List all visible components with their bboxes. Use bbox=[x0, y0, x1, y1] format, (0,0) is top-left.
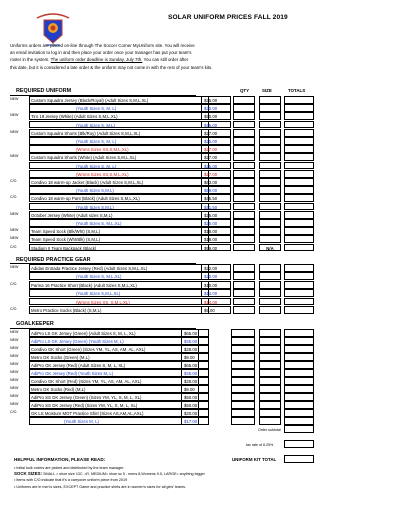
order-subtotal-label: Order subtotal bbox=[258, 428, 281, 432]
item-price: $41.50 bbox=[201, 203, 231, 211]
size-cell[interactable] bbox=[259, 219, 281, 227]
qty-cell[interactable] bbox=[233, 112, 255, 120]
item-price: $45.00 bbox=[181, 337, 209, 345]
total-cell[interactable] bbox=[284, 409, 314, 417]
item-description: Custom Squadra Shorts (White) (Adult Sizes S,M,L,XL) bbox=[29, 153, 209, 161]
table-row bbox=[10, 289, 330, 298]
item-description: AdiPro SS GK Jersey (Green) (Sizes YM, YL, S, M, L, XL) bbox=[29, 393, 199, 401]
item-tag: NEW bbox=[10, 386, 19, 390]
size-cell[interactable] bbox=[259, 194, 281, 202]
item-price: $50.00 bbox=[201, 112, 231, 120]
size-cell[interactable] bbox=[259, 112, 281, 120]
total-cell[interactable] bbox=[284, 369, 314, 377]
qty-cell[interactable] bbox=[231, 385, 255, 393]
size-cell[interactable] bbox=[259, 409, 281, 417]
item-tag: C/O bbox=[10, 307, 17, 311]
sock-sizes-label: SOCK SIZES: bbox=[14, 471, 43, 477]
item-price: $9.00 bbox=[181, 385, 209, 393]
item-tag: NEW bbox=[10, 394, 19, 398]
section-title-required: REQUIRED UNIFORM bbox=[16, 88, 72, 94]
size-cell[interactable]: N/A bbox=[259, 244, 281, 252]
size-cell[interactable] bbox=[259, 369, 281, 377]
qty-cell[interactable] bbox=[233, 186, 255, 194]
item-tag: C/O bbox=[10, 410, 17, 414]
qty-cell[interactable] bbox=[233, 211, 255, 219]
total-cell[interactable] bbox=[284, 345, 314, 353]
item-tag: NEW bbox=[10, 330, 19, 334]
tax-box[interactable] bbox=[284, 440, 314, 448]
total-cell[interactable] bbox=[284, 417, 314, 425]
qty-cell[interactable] bbox=[231, 393, 255, 401]
size-cell[interactable] bbox=[259, 178, 281, 186]
item-price: $22.00 bbox=[201, 264, 231, 272]
item-description: Metro GK Socks (Red) (M,L) bbox=[29, 385, 199, 393]
item-price: $28.00 bbox=[181, 377, 209, 385]
total-cell[interactable] bbox=[284, 96, 314, 104]
item-tag: NEW bbox=[10, 354, 19, 358]
item-description: AdiPro LS GK Jersey (Green) (Adult Sizes S, M, L, XL) bbox=[29, 329, 199, 337]
item-price: $65.00 bbox=[181, 361, 209, 369]
qty-cell[interactable] bbox=[233, 298, 255, 306]
qty-cell[interactable] bbox=[233, 153, 255, 161]
total-cell[interactable] bbox=[284, 281, 314, 289]
total-cell[interactable] bbox=[284, 289, 314, 297]
total-cell[interactable] bbox=[284, 264, 314, 272]
item-description: Custom Squadra Shorts (Blk/Roy) (Adult Sizes S,M,L,XL) bbox=[29, 129, 209, 137]
total-cell[interactable] bbox=[284, 272, 314, 280]
item-description: October Jersey (White) (Adult sizes S,M,L) bbox=[29, 211, 209, 219]
item-description: Metro Practice Socks (Black) (S,M,L) bbox=[29, 306, 209, 314]
size-cell[interactable] bbox=[259, 137, 281, 145]
total-cell[interactable] bbox=[284, 129, 314, 137]
item-description: Metro GK Socks (Green) (M,L) bbox=[29, 353, 199, 361]
item-description: Tiro 19 Jersey (White) (Adult Sizes S,M,L,XL) bbox=[29, 112, 209, 120]
item-price: $25.00 bbox=[201, 211, 231, 219]
total-cell[interactable] bbox=[284, 244, 314, 252]
info-bullet: • Items with C/O indicate that it's a carryover uniform piece from 2019 bbox=[14, 478, 128, 483]
qty-cell[interactable] bbox=[233, 194, 255, 202]
total-cell[interactable] bbox=[284, 219, 314, 227]
item-description: (Youth Sizes S, M,L,XL) bbox=[29, 272, 209, 280]
item-tag: NEW bbox=[10, 129, 19, 134]
item-tag: NEW bbox=[10, 236, 19, 241]
col-size: SIZE bbox=[262, 88, 272, 93]
size-cell[interactable] bbox=[259, 272, 281, 280]
item-tag: C/O bbox=[10, 281, 17, 286]
item-price: $50.00 bbox=[181, 401, 209, 409]
item-price: $17.00 bbox=[181, 417, 209, 425]
section-title-goalkeeper: GOALKEEPER bbox=[16, 321, 54, 327]
item-description: Team Speed Sock (Wht/Blk) (S,M,L) bbox=[29, 235, 209, 243]
item-price: $18.00 bbox=[201, 235, 231, 243]
helpful-info-heading: HELPFUL INFORMATION, PLEASE READ: bbox=[14, 457, 106, 462]
table-row bbox=[10, 244, 330, 253]
item-price: $25.00 bbox=[201, 137, 231, 145]
item-tag: NEW bbox=[10, 228, 19, 233]
item-tag: NEW bbox=[10, 154, 19, 159]
size-cell[interactable] bbox=[259, 145, 281, 153]
total-cell[interactable] bbox=[284, 385, 314, 393]
item-price: $30.00 bbox=[201, 104, 231, 112]
qty-cell[interactable] bbox=[233, 203, 255, 211]
qty-cell[interactable] bbox=[231, 417, 255, 425]
total-cell[interactable] bbox=[284, 298, 314, 306]
qty-cell[interactable] bbox=[233, 289, 255, 297]
qty-cell[interactable] bbox=[233, 121, 255, 129]
qty-cell[interactable] bbox=[233, 281, 255, 289]
item-tag: NEW bbox=[10, 113, 19, 118]
size-cell[interactable] bbox=[259, 385, 281, 393]
sock-sizes-text: SMALL = shoe size 13C -4Y, MEDIUM= shoe sz 5 - mens 8,Womens 9.5, LARGE= anything bigger bbox=[43, 472, 205, 477]
intro-line: Uniforms orders are placed on-line through The Soccer Corner MyUniform site. You will receive bbox=[10, 43, 195, 48]
size-cell[interactable] bbox=[259, 162, 281, 170]
size-cell[interactable] bbox=[259, 203, 281, 211]
item-tag: NEW bbox=[10, 362, 19, 366]
uniform-kit-total-label: UNIFORM KIT TOTAL bbox=[232, 457, 277, 462]
item-description: AdiPro SS GK Jersey (Red) (Sizes YM, YL, S, M, L, XL) bbox=[29, 401, 199, 409]
total-cell[interactable] bbox=[284, 306, 314, 314]
item-description: Condivo 18 warm-up Pant (Black) (Adult Sizes S,M,L,XL) bbox=[29, 194, 209, 202]
qty-cell[interactable] bbox=[233, 219, 255, 227]
total-cell[interactable] bbox=[284, 137, 314, 145]
item-price: $18.00 bbox=[201, 227, 231, 235]
qty-cell[interactable] bbox=[231, 337, 255, 345]
total-cell[interactable] bbox=[284, 104, 314, 112]
item-description: AdiPro GK Jersey (Red) (Adult Sizes S, M, L, XL) bbox=[29, 361, 199, 369]
section-title-practice: REQUIRED PRACTICE GEAR bbox=[16, 257, 91, 263]
table-row bbox=[10, 306, 330, 315]
order-subtotal-box[interactable] bbox=[284, 425, 314, 433]
item-tag: NEW bbox=[10, 338, 19, 342]
size-cell[interactable] bbox=[259, 227, 281, 235]
item-price: $10.00 bbox=[201, 281, 231, 289]
size-cell[interactable] bbox=[259, 235, 281, 243]
item-tag: NEW bbox=[10, 265, 19, 269]
tax-label: tax rate of 8.25% bbox=[246, 443, 274, 447]
item-price: $50.00 bbox=[181, 393, 209, 401]
item-price: $45.00 bbox=[201, 121, 231, 129]
item-tag: NEW bbox=[10, 370, 19, 374]
item-price: $45.00 bbox=[181, 369, 209, 377]
item-description: (Youth Sizes S, M,L,XL) bbox=[29, 219, 209, 227]
total-cell[interactable] bbox=[284, 377, 314, 385]
total-cell[interactable] bbox=[284, 353, 314, 361]
size-cell[interactable] bbox=[259, 264, 281, 272]
intro-line: an email invitation to log in and then place your order once your manager has put your team's bbox=[10, 50, 192, 56]
item-description: Custom Squadra Jersey (Black/Royal) (Adult Sizes S,M,L,XL) bbox=[29, 96, 209, 104]
deadline-text: The uniform order deadline is Sunday, July 7th. bbox=[50, 57, 143, 63]
qty-cell[interactable] bbox=[233, 306, 255, 314]
item-tag: NEW bbox=[10, 346, 19, 350]
total-cell[interactable] bbox=[284, 337, 314, 345]
qty-cell[interactable] bbox=[231, 361, 255, 369]
table-row bbox=[10, 281, 330, 290]
total-cell[interactable] bbox=[284, 170, 314, 178]
qty-cell[interactable] bbox=[231, 409, 255, 417]
item-description: AdiPro LS GK Jersey (Green) (Youth Sizes M, L) bbox=[29, 337, 199, 345]
item-tag: NEW bbox=[10, 97, 19, 101]
item-description: (Youth Sizes S, M, L) bbox=[29, 104, 209, 112]
total-cell[interactable] bbox=[284, 361, 314, 369]
qty-cell[interactable] bbox=[233, 264, 255, 272]
helpful-info-list bbox=[14, 465, 205, 490]
size-cell[interactable] bbox=[259, 121, 281, 129]
item-tag: NEW bbox=[10, 211, 19, 216]
item-tag: NEW bbox=[10, 378, 19, 382]
item-price: $14.00 bbox=[201, 289, 231, 297]
size-cell[interactable] bbox=[259, 393, 281, 401]
item-price: $25.00 bbox=[201, 162, 231, 170]
qty-cell[interactable] bbox=[231, 345, 255, 353]
item-description: (Wmns Sizes XS,S,M,L,XL) bbox=[29, 145, 209, 153]
item-tag: NEW bbox=[10, 402, 19, 406]
table-row bbox=[10, 272, 330, 281]
size-cell[interactable] bbox=[259, 353, 281, 361]
table-row bbox=[10, 264, 330, 273]
size-cell[interactable] bbox=[259, 306, 281, 314]
total-cell[interactable] bbox=[284, 203, 314, 211]
qty-cell[interactable] bbox=[233, 137, 255, 145]
total-cell[interactable] bbox=[284, 186, 314, 194]
table-row bbox=[10, 298, 330, 307]
item-price: $25.00 bbox=[201, 219, 231, 227]
item-description: Condivo 18 warm-up Jacket (Black) (Adult Sizes S,M,L,XL) bbox=[29, 178, 209, 186]
item-description: (Youth Sizes M, L) bbox=[29, 417, 199, 425]
kit-total-box[interactable] bbox=[284, 455, 314, 463]
size-cell[interactable] bbox=[259, 104, 281, 112]
after-deadline-text: You can still order after bbox=[143, 57, 189, 63]
item-price: $27.00 bbox=[201, 153, 231, 161]
item-description: (Youth Sizes S,M,L) bbox=[29, 203, 209, 211]
total-cell[interactable] bbox=[284, 235, 314, 243]
size-cell[interactable] bbox=[259, 170, 281, 178]
size-cell[interactable] bbox=[259, 361, 281, 369]
item-price: $14.00 bbox=[201, 298, 231, 306]
intro-line bbox=[10, 56, 396, 63]
size-cell[interactable] bbox=[259, 329, 281, 337]
item-price: $35.00 bbox=[201, 96, 231, 104]
item-price: $20.00 bbox=[201, 272, 231, 280]
item-description: (Youth Sizes S, M,L) bbox=[29, 121, 209, 129]
qty-cell[interactable] bbox=[233, 104, 255, 112]
qty-cell[interactable] bbox=[233, 235, 255, 243]
total-cell[interactable] bbox=[284, 393, 314, 401]
qty-cell[interactable] bbox=[233, 145, 255, 153]
col-qty: QTY bbox=[240, 88, 250, 93]
qty-cell[interactable] bbox=[231, 401, 255, 409]
item-description: AdiPro GK Jersey (Red) (Youth Sizes M, L) bbox=[29, 369, 199, 377]
qty-cell[interactable] bbox=[231, 369, 255, 377]
item-price: $59.00 bbox=[201, 186, 231, 194]
qty-cell[interactable] bbox=[231, 353, 255, 361]
qty-cell[interactable] bbox=[233, 129, 255, 137]
total-cell[interactable] bbox=[284, 227, 314, 235]
total-cell[interactable] bbox=[284, 153, 314, 161]
total-cell[interactable] bbox=[284, 121, 314, 129]
qty-cell[interactable] bbox=[233, 272, 255, 280]
qty-cell[interactable] bbox=[233, 178, 255, 186]
page-title: SOLAR UNIFORM PRICES FALL 2019 bbox=[168, 14, 288, 21]
size-cell[interactable] bbox=[259, 401, 281, 409]
size-cell[interactable] bbox=[259, 289, 281, 297]
size-cell[interactable] bbox=[259, 96, 281, 104]
size-cell[interactable] bbox=[259, 153, 281, 161]
qty-cell[interactable] bbox=[233, 227, 255, 235]
item-description: (Wmns Sizes XS, S,M,L,XL) bbox=[29, 298, 209, 306]
item-price: $27.00 bbox=[201, 129, 231, 137]
item-description: Stadium II Team Backpack (Black) bbox=[29, 244, 209, 252]
qty-cell[interactable] bbox=[233, 162, 255, 170]
item-price: $28.00 bbox=[181, 345, 209, 353]
size-cell[interactable] bbox=[259, 298, 281, 306]
item-price: $45.50 bbox=[201, 194, 231, 202]
size-cell[interactable] bbox=[259, 211, 281, 219]
qty-cell[interactable] bbox=[233, 170, 255, 178]
qty-cell[interactable] bbox=[233, 96, 255, 104]
item-price: $27.00 bbox=[201, 145, 231, 153]
total-cell[interactable] bbox=[284, 178, 314, 186]
total-cell[interactable] bbox=[284, 401, 314, 409]
item-price: $9.00 bbox=[181, 353, 209, 361]
intro-text bbox=[10, 42, 396, 71]
qty-cell[interactable] bbox=[233, 244, 255, 252]
item-description: Condivo GK Short (Green) (Sizes YM, YL, AS, AM, AL, AXL) bbox=[29, 345, 199, 353]
item-description: Adidas Entrada Practice Jersey (Red) (Adult Sizes S,M,L,XL) bbox=[29, 264, 209, 272]
item-description: (Youth Sizes S,M,L,XL) bbox=[29, 289, 209, 297]
size-cell[interactable] bbox=[259, 345, 281, 353]
item-description: (Youth Sizes S,M,L) bbox=[29, 186, 209, 194]
size-cell[interactable] bbox=[259, 281, 281, 289]
item-price: $27.00 bbox=[201, 170, 231, 178]
size-cell[interactable] bbox=[259, 129, 281, 137]
total-cell[interactable] bbox=[284, 211, 314, 219]
size-cell[interactable] bbox=[259, 186, 281, 194]
item-description: Condivo GK Short (Red) (Sizes YM, YL, AS, AM, AL, AXL) bbox=[29, 377, 199, 385]
item-tag: C/O bbox=[10, 179, 17, 183]
total-cell[interactable] bbox=[284, 329, 314, 337]
qty-cell[interactable] bbox=[231, 377, 255, 385]
item-price: $20.00 bbox=[181, 409, 209, 417]
table-row bbox=[10, 417, 330, 426]
size-cell[interactable] bbox=[259, 417, 281, 425]
item-description: (Wmns Sizes XS,S,M,L,XL) bbox=[29, 170, 209, 178]
col-totals: TOTALS bbox=[288, 88, 306, 93]
total-cell[interactable] bbox=[284, 112, 314, 120]
total-cell[interactable] bbox=[284, 145, 314, 153]
item-description: (Youth Sizes S, M, L) bbox=[29, 137, 209, 145]
total-cell[interactable] bbox=[284, 162, 314, 170]
intro-line-part: roster in the system. bbox=[10, 57, 50, 63]
total-cell[interactable] bbox=[284, 194, 314, 202]
item-description: Parma 16 Practice Short (Black) (Adult Sizes S,M,L,XL) bbox=[29, 281, 209, 289]
late-order-text: this date, but it is considered a late order & the uniform may not come in with the rest of your team's kits. bbox=[10, 64, 213, 70]
item-tag: C/O bbox=[10, 195, 17, 200]
item-price: $65.00 bbox=[181, 329, 209, 337]
item-price: $59.00 bbox=[201, 244, 231, 252]
item-description: (Youth Sizes S, M, L) bbox=[29, 162, 209, 170]
info-bullet: • Initial bulk orders are picked and distributed by the team manager. bbox=[14, 466, 125, 470]
item-price: $63.00 bbox=[201, 178, 231, 186]
qty-cell[interactable] bbox=[231, 329, 255, 337]
item-description: Team Speed Sock (Blk/Wht) (S,M,L) bbox=[29, 227, 209, 235]
item-description: GK LS Moisture MGT Practice Shirt (Sizes AS,AM,AL,AXL) bbox=[29, 409, 199, 417]
info-bullet: • Uniforms are in men's sizes, EXCEPT Game and practice shirts are in women's sizes for all girls' teams. bbox=[14, 484, 186, 489]
item-tag: C/O bbox=[10, 244, 17, 249]
item-price: $9.00 bbox=[201, 306, 231, 314]
size-cell[interactable] bbox=[259, 377, 281, 385]
size-cell[interactable] bbox=[259, 337, 281, 345]
